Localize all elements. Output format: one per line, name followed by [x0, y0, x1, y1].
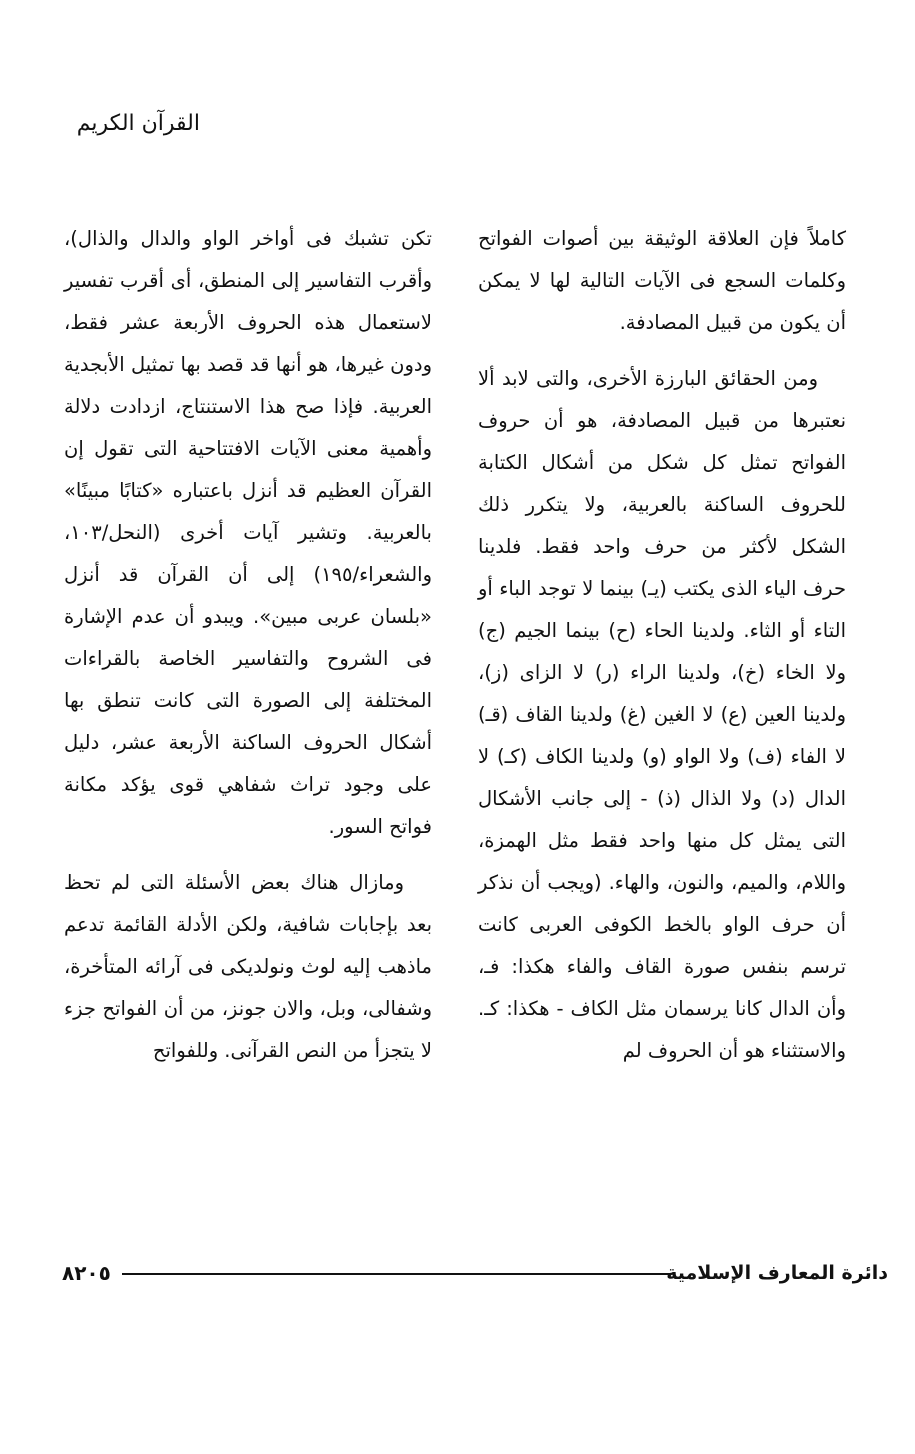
publication-title: دائرة المعارف الإسلامية — [666, 1262, 888, 1284]
paragraph: تكن تشبك فى أواخر الواو والدال والذال)، وأقرب التفاسير إلى المنطق، أى أقرب تفسير لاستعمال هذه الحروف الأربعة عشر فقط، ودون غيرها، هو أنها قد قصد بها تمثيل الأبجدية العربية. فإذا صح هذا الاستنتاج، ازدادت دلالة وأهمية معنى الآيات الافتتاحية التى تقول إن القرآن العظيم قد أنزل باعتباره «كتابًا مبينًا» بالعربية. وتشير آيات أخرى (النحل/١٠٣، والشعراء/١٩٥) إلى أن القرآن قد أنزل «بلسان عربى مبين». ويبدو أن عدم الإشارة فى الشروح والتفاسير الخاصة بالقراءات المختلفة إلى الصورة التى كانت تنطق بها أشكال الحروف الساكنة الأربعة عشر، دليل على وجود تراث شفاهي قوى يؤكد مكانة فواتح السور. — [64, 227, 432, 838]
page-footer — [62, 1258, 888, 1288]
paragraph: ومن الحقائق البارزة الأخرى، والتى لابد ألا نعتبرها من قبيل المصادفة، هو أن حروف الفواتح تمثل كل شكل من أشكال الكتابة للحروف الساكنة بالعربية، ولا يتكرر ذلك الشكل لأكثر من حرف واحد فقط. فلدينا حرف الياء الذى يكتب (يـ) بينما لا توجد الباء أو التاء أو الثاء. ولدينا الحاء (ح) بينما الجيم (ج) ولا الخاء (خ)، ولدينا الراء (ر) لا الزاى (ز)، ولدينا العين (ع) لا الغين (غ) ولدينا القاف (قـ) لا الفاء (ف) ولا الواو (و) ولدينا الكاف (كـ) لا الدال (د) ولا الذال (ذ) - إلى جانب الأشكال التى يمثل كل منها واحد فقط مثل الهمزة، واللام، والميم، والنون، والهاء. (ويجب أن نذكر أن حرف الواو بالخط الكوفى العربى كانت ترسم بنفس صورة القاف والفاء هكذا: فـ، وأن الدال كانا يرسمان مثل الكاف - هكذا: كـ. والاستثناء هو أن الحروف لم — [478, 367, 846, 1062]
footer-divider — [122, 1273, 670, 1275]
text-column-right — [478, 218, 846, 1218]
page-header-title: القرآن الكريم — [76, 111, 200, 136]
paragraph: ومازال هناك بعض الأسئلة التى لم تحظ بعد بإجابات شافية، ولكن الأدلة القائمة تدعم ماذهب إليه لوث ونولديكى فى آرائه المتأخرة، وشفالى، وبل، والان جونز، من أن الفواتح جزء لا يتجزأ من النص القرآنى. وللفواتح — [64, 871, 432, 1062]
page-number: ٨٢٠٥ — [62, 1261, 111, 1285]
paragraph: كاملاً فإن العلاقة الوثيقة بين أصوات الفواتح وكلمات السجع فى الآيات التالية لها لا يمكن أن يكون من قبيل المصادفة. — [478, 227, 846, 334]
text-column-left — [64, 218, 432, 1218]
